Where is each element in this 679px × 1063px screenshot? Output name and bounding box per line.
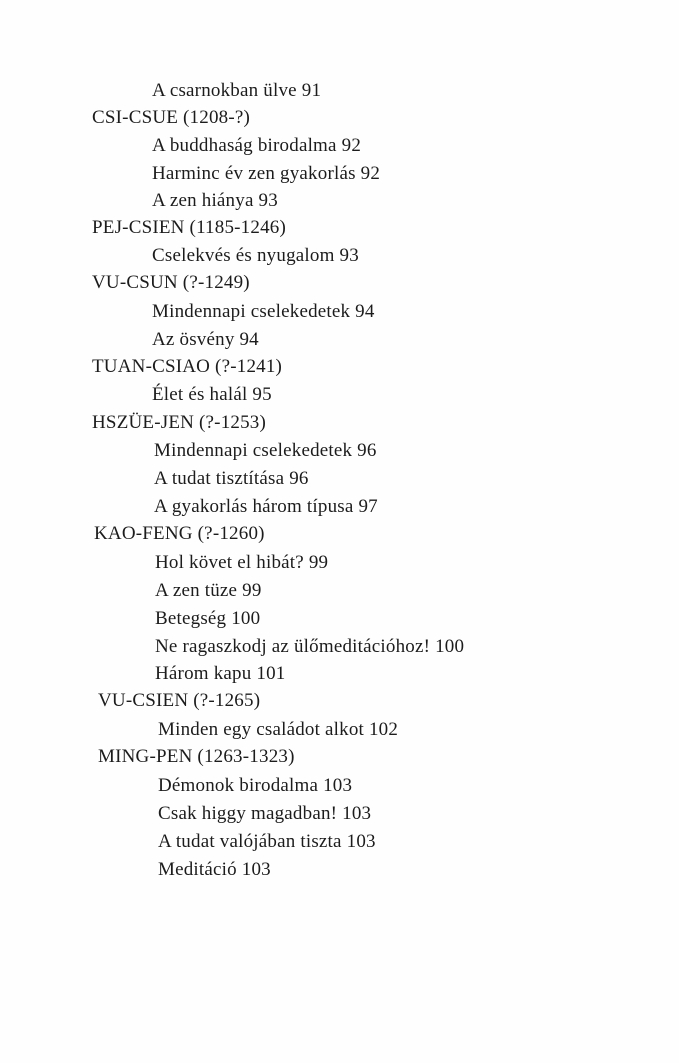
toc-chapter-entry: A tudat valójában tiszta 103	[158, 831, 376, 852]
toc-chapter-entry: Betegség 100	[155, 608, 261, 629]
toc-chapter-entry: Meditáció 103	[158, 859, 271, 880]
toc-author-heading: MING-PEN (1263-1323)	[98, 746, 295, 767]
toc-author-heading: HSZÜE-JEN (?-1253)	[92, 412, 267, 433]
toc-chapter-entry: Cselekvés és nyugalom 93	[152, 245, 359, 266]
toc-chapter-entry: Három kapu 101	[155, 663, 286, 684]
toc-author-heading: TUAN-CSIAO (?-1241)	[92, 356, 283, 377]
toc-author-heading: VU-CSIEN (?-1265)	[98, 690, 261, 711]
toc-chapter-entry: Az ösvény 94	[152, 329, 259, 350]
toc-chapter-entry: Minden egy családot alkot 102	[158, 719, 399, 740]
toc-chapter-entry: Hol követ el hibát? 99	[155, 552, 329, 573]
toc-chapter-entry: Démonok birodalma 103	[158, 775, 353, 796]
toc-chapter-entry: Élet és halál 95	[152, 384, 272, 405]
toc-chapter-entry: Harminc év zen gyakorlás 92	[152, 163, 381, 184]
toc-chapter-entry: A tudat tisztítása 96	[154, 468, 309, 489]
toc-chapter-entry: Ne ragaszkodj az ülőmeditációhoz! 100	[155, 636, 465, 657]
toc-chapter-entry: Csak higgy magadban! 103	[158, 803, 372, 824]
toc-chapter-entry: A zen hiánya 93	[152, 190, 278, 211]
toc-author-heading: PEJ-CSIEN (1185-1246)	[92, 217, 287, 238]
toc-chapter-entry: A buddhaság birodalma 92	[152, 135, 362, 156]
toc-chapter-entry: Mindennapi cselekedetek 94	[152, 301, 375, 322]
toc-author-heading: VU-CSUN (?-1249)	[92, 272, 250, 293]
toc-chapter-entry: A gyakorlás három típusa 97	[154, 496, 378, 517]
toc-chapter-entry: A csarnokban ülve 91	[152, 80, 322, 101]
toc-chapter-entry: Mindennapi cselekedetek 96	[154, 440, 377, 461]
toc-author-heading: KAO-FENG (?-1260)	[94, 523, 265, 544]
toc-chapter-entry: A zen tüze 99	[155, 580, 262, 601]
toc-author-heading: CSI-CSUE (1208-?)	[92, 107, 251, 128]
